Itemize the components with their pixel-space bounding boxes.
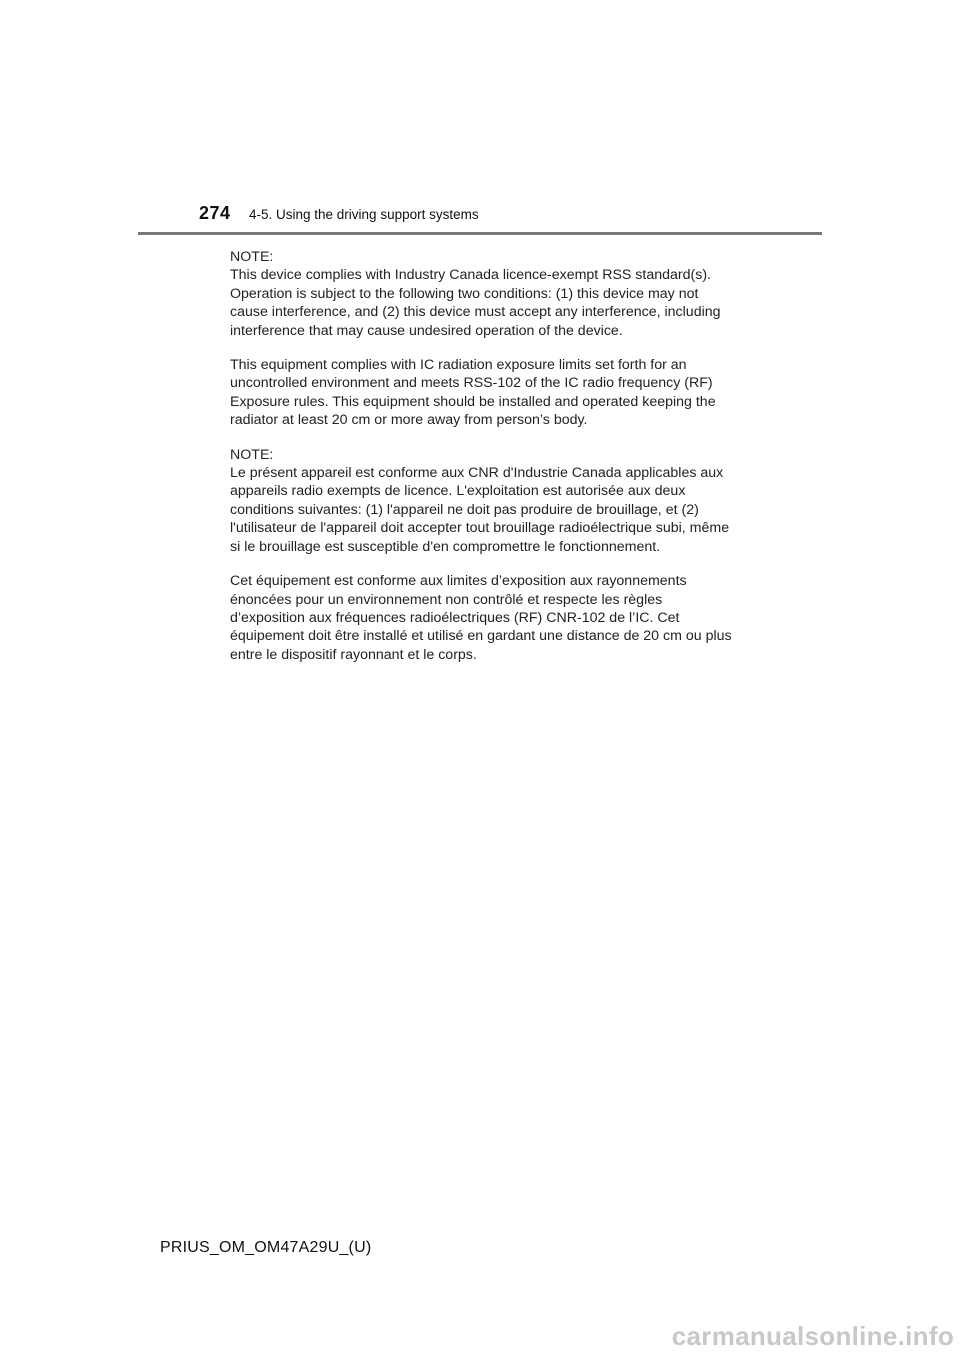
header-divider (138, 232, 822, 235)
rf-exposure-english (230, 356, 740, 430)
rf-text-french: Cet équipement est conforme aux limites d’exposition aux rayonnements énoncées pour un environnement non contrôlé et respecte les règles d’exposition aux fréquences radioélectriques (RF) CNR-102 de l’IC. Cet équipement doit être installé et utilisé en gardant une distance de 20 cm ou plus entre le dispositif rayonnant et le corps. (230, 573, 732, 663)
note-french (230, 446, 740, 556)
page-header (0, 0, 960, 240)
rf-exposure-french (230, 572, 740, 664)
note-heading-english: NOTE: (230, 249, 274, 265)
page-number: 274 (199, 203, 231, 223)
rf-text-english: This equipment complies with IC radiation exposure limits set forth for an uncontrolled environment and meets RSS-102 of the IC radio frequency (RF) Exposure rules. This equipment should be installed and operated keeping the radiator at least 20 cm or more away from person’s body. (230, 357, 716, 429)
note-heading-french: NOTE: (230, 446, 274, 463)
notice-content (230, 248, 740, 680)
document-id: PRIUS_OM_OM47A29U_(U) (160, 1239, 372, 1256)
note-english (230, 248, 740, 340)
section-title: 4-5. Using the driving support systems (249, 207, 479, 222)
watermark: carmanualsonline.info (671, 1321, 954, 1351)
note-text-french: Le présent appareil est conforme aux CNR d'Industrie Canada applicables aux appareils radio exempts de licence. L'exploitation est autorisée aux deux conditions suivantes: (1) l'appareil ne doit pas produire de brouillage, et (2) l'utilisateur de l'appareil doit accepter tout brouillage radioélectrique subi, même si le brouillage est susceptible d'en compromettre le fonctionnement. (230, 465, 730, 555)
note-text-english: This device complies with Industry Canada licence-exempt RSS standard(s). Operation is subject to the following two conditions: (1) this device may not cause interference, and (2) this device must accept any interference, including interference that may cause undesired operation of the device. (230, 267, 721, 339)
